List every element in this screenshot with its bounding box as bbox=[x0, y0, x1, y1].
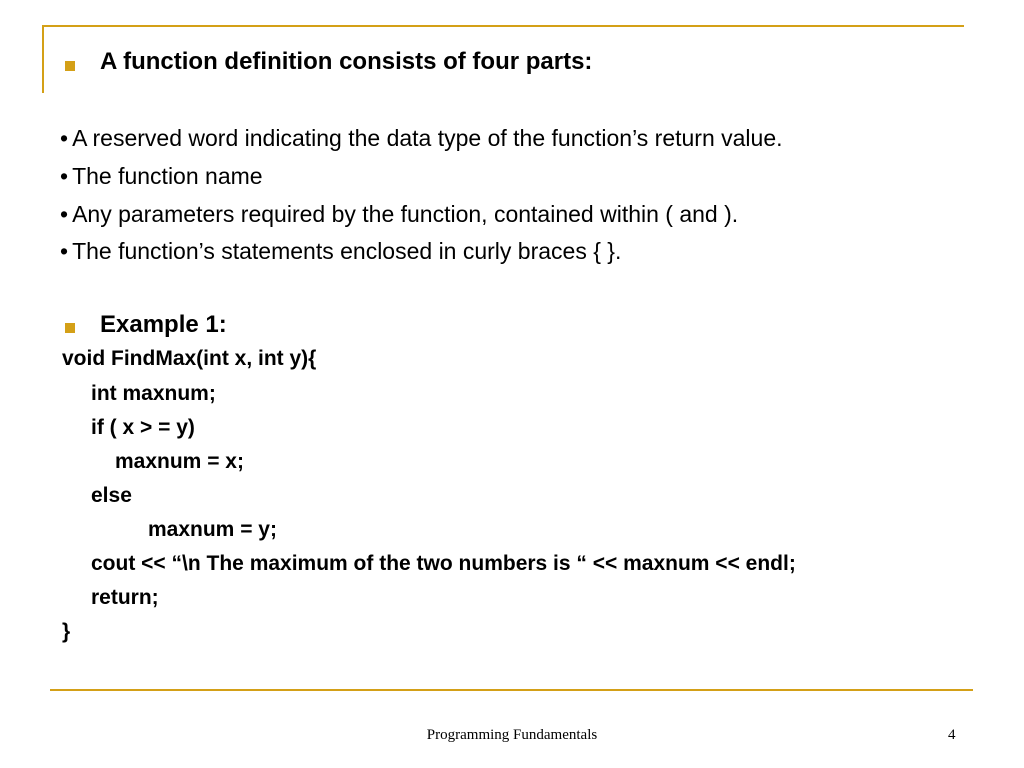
part-item bbox=[60, 237, 621, 265]
bullet-dot-icon: • bbox=[60, 125, 69, 151]
page-number: 4 bbox=[948, 727, 956, 743]
frame-top-rule bbox=[42, 25, 964, 27]
example-heading: Example 1: bbox=[100, 311, 227, 338]
bullet-dot-icon: • bbox=[60, 201, 69, 227]
part-text: A reserved word indicating the data type of the function’s return value. bbox=[72, 125, 783, 151]
code-line: int maxnum; bbox=[91, 382, 216, 405]
code-line: void FindMax(int x, int y){ bbox=[62, 347, 317, 370]
code-line: return; bbox=[91, 586, 159, 609]
frame-left-rule bbox=[42, 25, 44, 93]
part-text: The function’s statements enclosed in curly braces { }. bbox=[72, 238, 622, 264]
part-text: Any parameters required by the function, contained within ( and ). bbox=[72, 201, 739, 227]
part-text: The function name bbox=[72, 163, 263, 189]
square-bullet-icon bbox=[65, 61, 75, 71]
part-item bbox=[60, 124, 783, 152]
bullet-dot-icon: • bbox=[60, 163, 69, 189]
part-item bbox=[60, 162, 263, 190]
footer-rule bbox=[50, 689, 973, 691]
code-line: cout << “\n The maximum of the two numbers is “ << maxnum << endl; bbox=[91, 552, 796, 575]
bullet-dot-icon: • bbox=[60, 238, 69, 264]
footer-title: Programming Fundamentals bbox=[426, 727, 598, 743]
code-line: else bbox=[91, 484, 132, 507]
code-line: maxnum = y; bbox=[148, 518, 277, 541]
part-item bbox=[60, 200, 738, 228]
code-line: maxnum = x; bbox=[115, 450, 244, 473]
slide-heading: A function definition consists of four parts: bbox=[100, 48, 593, 75]
code-line: } bbox=[62, 620, 71, 643]
square-bullet-icon bbox=[65, 323, 75, 333]
code-line: if ( x > = y) bbox=[91, 416, 195, 439]
